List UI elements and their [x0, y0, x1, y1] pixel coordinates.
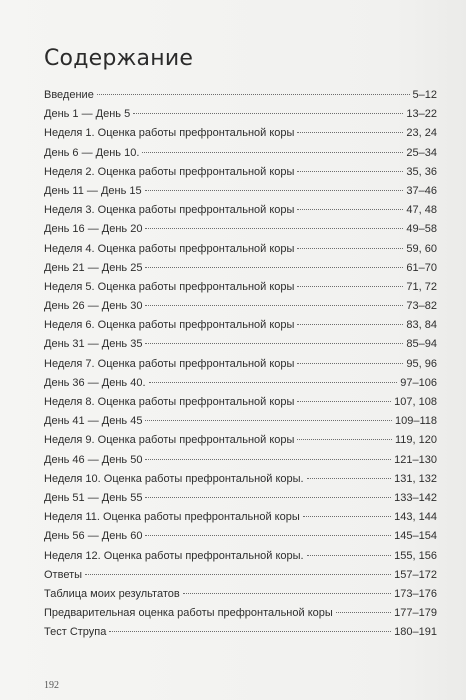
- toc-entry-pages: 121–130: [394, 453, 437, 466]
- dot-leader: [142, 152, 403, 153]
- dot-leader: [297, 324, 403, 325]
- toc-entry: [44, 530, 437, 549]
- toc-entry: [44, 511, 437, 530]
- toc-entry: [44, 358, 437, 377]
- toc-entry-title: Неделя 5. Оценка работы префронтальной коры: [44, 280, 295, 293]
- toc-entry-pages: 143, 144: [394, 511, 437, 524]
- dot-leader: [97, 94, 410, 95]
- toc-entry-pages: 131, 132: [394, 472, 437, 485]
- toc-entry-title: Неделя 1. Оценка работы префронтальной коры: [44, 127, 295, 140]
- dot-leader: [297, 363, 403, 364]
- toc-entry-pages: 119, 120: [394, 434, 437, 447]
- toc-entry-pages: 177–179: [394, 607, 437, 620]
- dot-leader: [297, 171, 403, 172]
- toc-entry-title: День 11 — День 15: [44, 184, 142, 197]
- toc-entry: [44, 262, 437, 281]
- toc-entry-pages: 47, 48: [406, 204, 437, 217]
- dot-leader: [85, 574, 391, 575]
- dot-leader: [297, 209, 403, 210]
- toc-entry: [44, 588, 437, 607]
- toc-entry-title: Неделя 9. Оценка работы префронтальной коры: [44, 434, 295, 447]
- dot-leader: [145, 420, 392, 421]
- toc-entry-title: День 31 — День 35: [44, 338, 143, 351]
- toc-entry-pages: 95, 96: [406, 357, 437, 370]
- dot-leader: [297, 439, 392, 440]
- toc-entry-title: День 56 — День 60: [44, 530, 143, 543]
- toc-entry-pages: 155, 156: [394, 549, 437, 562]
- toc-entry-pages: 83, 84: [406, 319, 437, 332]
- toc-entry-pages: 180–191: [394, 626, 437, 639]
- toc-entry: [44, 569, 437, 588]
- toc-entry-title: Таблица моих результатов: [44, 587, 180, 600]
- toc-entry-title: Неделя 10. Оценка работы префронтальной коры.: [44, 472, 304, 485]
- toc-entry-pages: 157–172: [394, 568, 437, 581]
- dot-leader: [145, 267, 403, 268]
- toc-entry-pages: 49–58: [406, 223, 437, 236]
- toc-entry: [44, 127, 437, 146]
- toc-entry-pages: 5–12: [412, 89, 437, 101]
- toc-entry-title: Неделя 3. Оценка работы префронтальной коры: [44, 204, 295, 217]
- toc-entry-pages: 59, 60: [406, 242, 437, 255]
- toc-entry-title: День 16 — День 20: [44, 223, 143, 236]
- toc-entry: [44, 223, 437, 242]
- toc-entry-pages: 97–106: [400, 376, 437, 389]
- toc-entry-pages: 25–34: [406, 146, 437, 159]
- page-number: 192: [44, 680, 59, 691]
- dot-leader: [297, 132, 403, 133]
- toc-entry-pages: 61–70: [406, 261, 437, 274]
- toc-entry-pages: 107, 108: [394, 396, 437, 408]
- toc-entry-pages: 73–82: [406, 300, 437, 313]
- toc-entry-pages: 71, 72: [406, 280, 437, 293]
- table-of-contents: [44, 89, 437, 645]
- toc-entry: [44, 396, 437, 415]
- toc-entry-pages: 37–46: [406, 184, 437, 197]
- toc-entry: [44, 319, 437, 338]
- toc-entry-title: День 1 — День 5: [44, 108, 131, 121]
- dot-leader: [297, 286, 403, 287]
- dot-leader: [297, 401, 391, 402]
- dot-leader: [145, 497, 391, 498]
- dot-leader: [145, 190, 404, 191]
- page-title: Содержание: [44, 46, 194, 71]
- dot-leader: [145, 343, 403, 344]
- toc-entry-title: Тест Струпа: [44, 626, 107, 639]
- toc-entry: [44, 204, 437, 223]
- toc-entry-title: Неделя 4. Оценка работы префронтальной коры: [44, 242, 295, 255]
- toc-entry-pages: 13–22: [406, 108, 437, 121]
- toc-entry-pages: 145–154: [394, 530, 437, 543]
- toc-entry-title: День 51 — День 55: [44, 491, 143, 504]
- toc-entry: [44, 492, 437, 511]
- toc-entry-title: День 36 — День 40.: [44, 376, 146, 389]
- toc-entry: [44, 415, 437, 434]
- toc-entry-title: День 6 — День 10.: [44, 146, 140, 159]
- dot-leader: [336, 612, 391, 613]
- toc-entry-title: Предварительная оценка работы префронтальной коры: [44, 607, 333, 620]
- toc-entry-title: День 26 — День 30: [44, 300, 143, 313]
- toc-entry: [44, 338, 437, 357]
- toc-entry-pages: 85–94: [406, 338, 437, 351]
- dot-leader: [145, 305, 403, 306]
- toc-entry: [44, 377, 437, 396]
- toc-entry-title: Неделя 6. Оценка работы префронтальной коры: [44, 319, 295, 332]
- toc-entry-title: Неделя 12. Оценка работы префронтальной коры.: [44, 549, 304, 562]
- dot-leader: [297, 248, 403, 249]
- toc-entry: [44, 550, 437, 569]
- toc-entry: [44, 147, 437, 166]
- dot-leader: [183, 593, 391, 594]
- toc-entry: [44, 473, 437, 492]
- toc-entry-title: День 21 — День 25: [44, 261, 143, 274]
- toc-entry: [44, 281, 437, 300]
- toc-entry-pages: 133–142: [394, 491, 437, 504]
- toc-entry-pages: 173–176: [394, 587, 437, 600]
- toc-entry: [44, 243, 437, 262]
- toc-entry-title: День 41 — День 45: [44, 415, 143, 428]
- toc-entry: [44, 300, 437, 319]
- toc-entry-title: Неделя 2. Оценка работы префронтальной коры: [44, 165, 295, 178]
- toc-entry: [44, 185, 437, 204]
- toc-entry-title: Введение: [44, 89, 94, 101]
- dot-leader: [145, 459, 391, 460]
- toc-entry-pages: 35, 36: [406, 165, 437, 178]
- toc-entry-title: Неделя 7. Оценка работы префронтальной коры: [44, 357, 295, 370]
- dot-leader: [109, 631, 391, 632]
- dot-leader: [303, 516, 391, 517]
- dot-leader: [307, 478, 392, 479]
- dot-leader: [149, 382, 398, 383]
- toc-entry-pages: 23, 24: [406, 127, 437, 140]
- dot-leader: [145, 228, 403, 229]
- toc-entry-title: Ответы: [44, 568, 83, 581]
- dot-leader: [307, 555, 392, 556]
- toc-entry: [44, 626, 437, 645]
- toc-entry: [44, 89, 437, 108]
- toc-entry: [44, 166, 437, 185]
- toc-entry: [44, 454, 437, 473]
- toc-entry-title: День 46 — День 50: [44, 453, 143, 466]
- dot-leader: [133, 113, 403, 114]
- toc-entry-title: Неделя 8. Оценка работы префронтальной коры: [44, 396, 295, 408]
- dot-leader: [145, 535, 391, 536]
- toc-entry: [44, 434, 437, 453]
- toc-entry: [44, 607, 437, 626]
- toc-entry-pages: 109–118: [394, 415, 437, 428]
- toc-entry-title: Неделя 11. Оценка работы префронтальной коры: [44, 511, 300, 524]
- toc-entry: [44, 108, 437, 127]
